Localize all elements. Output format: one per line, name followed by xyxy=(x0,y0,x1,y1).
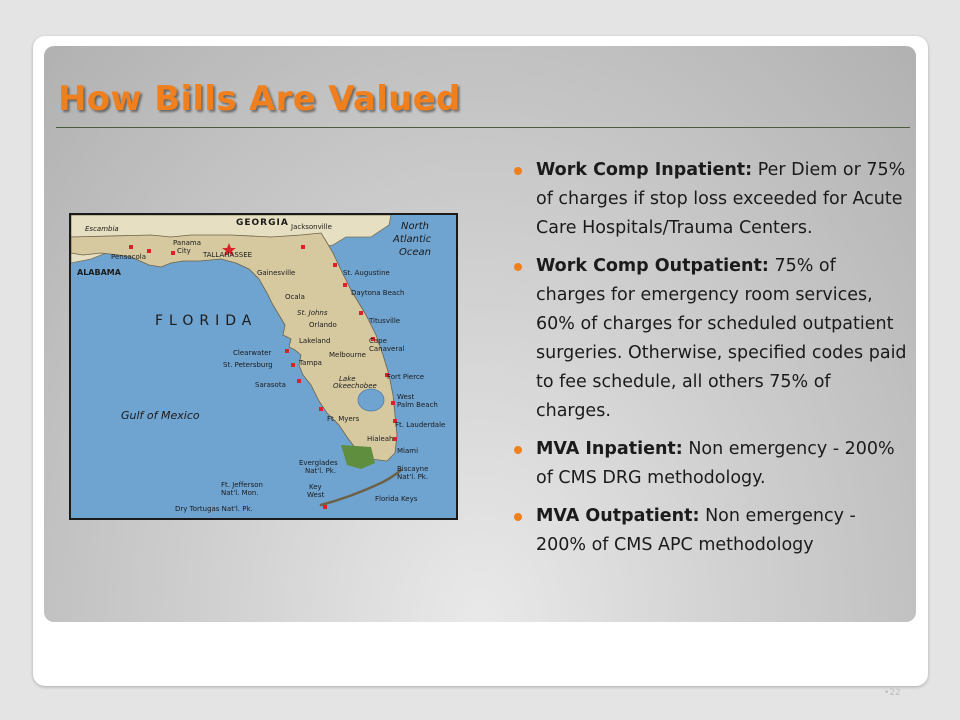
georgia-label: GEORGIA xyxy=(236,218,289,228)
bullet-text: Non emergency - 200% of CMS APC methodology xyxy=(536,506,856,555)
bullet-icon xyxy=(514,167,522,175)
titusville-label: Titusville xyxy=(369,317,401,325)
everglades-label-1: Everglades xyxy=(299,459,338,467)
marker xyxy=(359,311,363,315)
marker xyxy=(323,505,327,509)
lake-okeechobee xyxy=(358,389,384,411)
palm-beach-label: Palm Beach xyxy=(397,401,438,409)
bullet-mva-outpatient xyxy=(510,502,910,560)
bullet-text: Non emergency - 200% of CMS DRG methodology. xyxy=(536,439,895,488)
biscayne-label-2: Nat'l. Pk. xyxy=(397,473,429,481)
marker xyxy=(147,249,151,253)
marker xyxy=(343,283,347,287)
city-label: City xyxy=(177,247,191,255)
st-augustine-label: St. Augustine xyxy=(343,269,390,277)
marker xyxy=(393,437,397,441)
title-divider xyxy=(56,127,910,128)
ft-lauderdale-label: Ft. Lauderdale xyxy=(395,421,446,429)
bullet-text: 75% of charges for emergency room services, 60% of charges for scheduled outpatient surgeries. Otherwise, specified codes paid to fee schedule, all others 75% of charges. xyxy=(536,256,907,421)
marker xyxy=(301,245,305,249)
florida-map xyxy=(69,213,458,520)
ft-jefferson-label-1: Ft. Jefferson xyxy=(221,481,263,489)
bullet-icon xyxy=(514,446,522,454)
marker xyxy=(391,401,395,405)
gulf-label: Gulf of Mexico xyxy=(121,409,200,422)
bullet-work-comp-outpatient xyxy=(510,252,910,426)
st-johns-label: St. Johns xyxy=(297,309,328,317)
marker xyxy=(291,363,295,367)
biscayne-label-1: Biscayne xyxy=(397,465,429,473)
lake-label-1: Lake xyxy=(339,375,356,383)
marker xyxy=(129,245,133,249)
canaveral-label: Canaveral xyxy=(369,345,405,353)
bullet-mva-inpatient xyxy=(510,435,910,493)
lake-label-2: Okeechobee xyxy=(333,382,377,390)
everglades-park xyxy=(341,445,375,469)
capital-label: TALLAHASSEE xyxy=(203,251,253,259)
marker xyxy=(297,379,301,383)
page-number-value: 22 xyxy=(889,688,901,698)
pensacola-label: Pensacola xyxy=(111,253,147,261)
ocean-label-3: Ocean xyxy=(399,247,431,258)
jacksonville-label: Jacksonville xyxy=(291,223,332,231)
bullet-work-comp-inpatient xyxy=(510,156,910,243)
key-west-label-2: West xyxy=(307,491,325,499)
key-west-label-1: Key xyxy=(309,483,322,491)
sarasota-label: Sarasota xyxy=(255,381,286,389)
st-petersburg-label: St. Petersburg xyxy=(223,361,273,369)
bullet-list xyxy=(510,156,910,569)
marker xyxy=(171,251,175,255)
alabama-label: ALABAMA xyxy=(77,268,121,277)
gainesville-label: Gainesville xyxy=(257,269,296,277)
ocean-label-1: North xyxy=(401,221,429,232)
florida-map-svg xyxy=(71,215,456,518)
lakeland-label: Lakeland xyxy=(299,337,331,345)
ft-myers-label: Ft. Myers xyxy=(327,415,360,423)
bullet-lead: MVA Inpatient: xyxy=(536,439,683,459)
tampa-label: Tampa xyxy=(299,359,322,367)
ft-jefferson-label-2: Nat'l. Mon. xyxy=(221,489,259,497)
melbourne-label: Melbourne xyxy=(329,351,366,359)
marker xyxy=(319,407,323,411)
escambia-label: Escambia xyxy=(85,225,119,233)
marker xyxy=(285,349,289,353)
panama-label: Panama xyxy=(173,239,202,247)
florida-keys-label: Florida Keys xyxy=(375,495,418,503)
florida-label: FLORIDA xyxy=(155,313,258,329)
ocean-label-2: Atlantic xyxy=(393,234,432,245)
bullet-text: Per Diem or 75% of charges if stop loss exceeded for Acute Care Hospitals/Trauma Centers. xyxy=(536,160,906,238)
bullet-icon xyxy=(514,513,522,521)
bullet-lead: Work Comp Outpatient: xyxy=(536,256,769,276)
slide-title: How Bills Are Valued xyxy=(58,79,461,119)
marker xyxy=(333,263,337,267)
bullet-lead: MVA Outpatient: xyxy=(536,506,700,526)
slide xyxy=(44,46,916,622)
bullet-icon xyxy=(514,263,522,271)
miami-label: Miami xyxy=(397,447,419,455)
west-label: West xyxy=(397,393,415,401)
orlando-label: Orlando xyxy=(309,321,337,329)
fort-pierce-label: Fort Pierce xyxy=(387,373,425,381)
cape-label: Cape xyxy=(369,337,387,345)
daytona-label: Daytona Beach xyxy=(351,289,405,297)
dry-tortugas-label: Dry Tortugas Nat'l. Pk. xyxy=(175,505,253,513)
ocala-label: Ocala xyxy=(285,293,305,301)
page-number: •22 xyxy=(884,688,901,698)
bullet-lead: Work Comp Inpatient: xyxy=(536,160,753,180)
hialeah-label: Hialeah xyxy=(367,435,394,443)
everglades-label-2: Nat'l. Pk. xyxy=(305,467,337,475)
clearwater-label: Clearwater xyxy=(233,349,272,357)
